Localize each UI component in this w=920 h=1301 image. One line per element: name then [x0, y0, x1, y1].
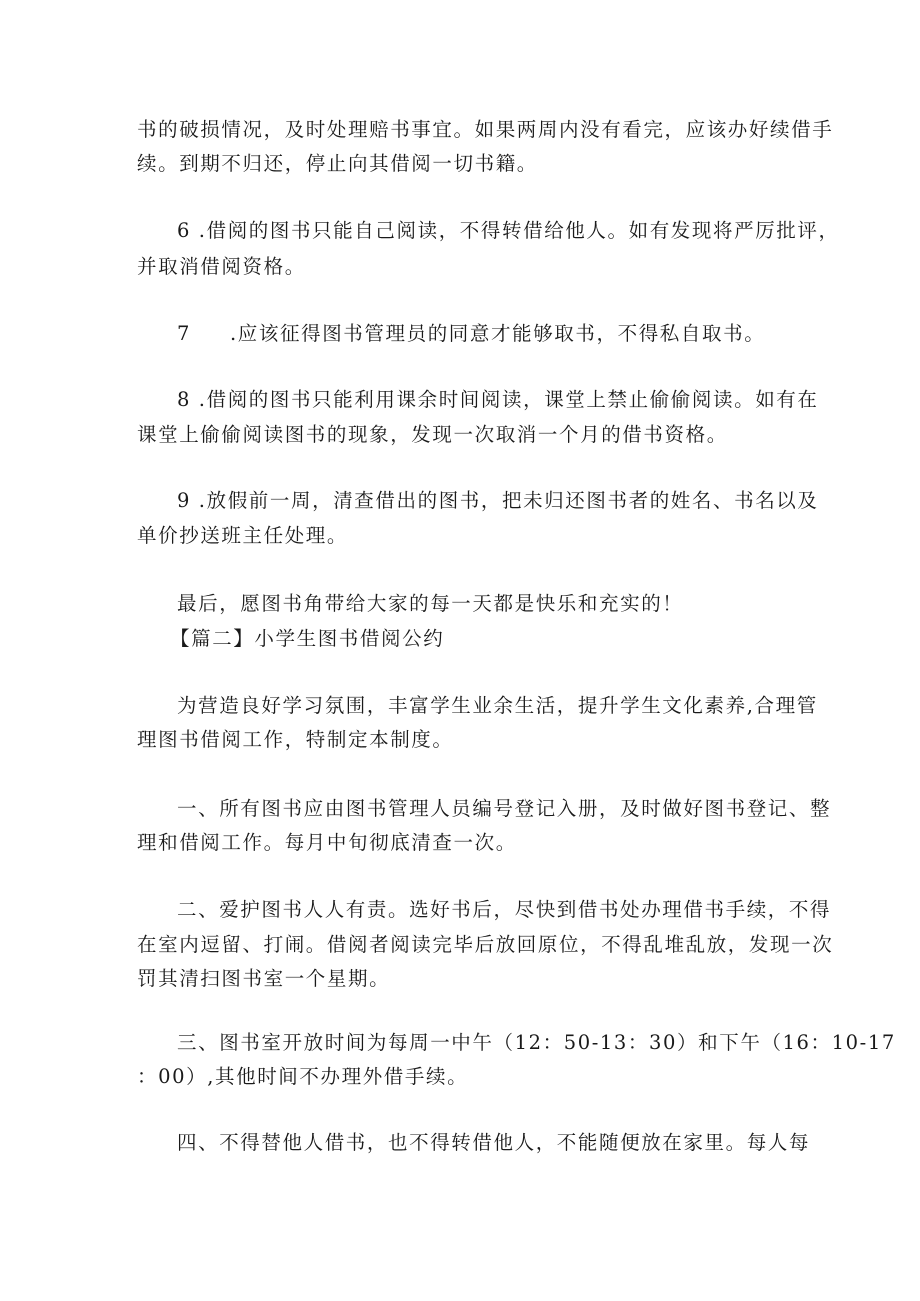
rule-7-line: 7 .应该征得图书管理员的同意才能够取书，不得私自取书。 [177, 322, 766, 345]
item-1-line: 理和借阅工作。每月中旬彻底清查一次。 [137, 831, 517, 854]
paragraph-line: 续。到期不归还，停止向其借阅一切书籍。 [137, 152, 538, 175]
item-4-line: 四、不得替他人借书，也不得转借他人，不能随便放在家里。每人每 [177, 1131, 811, 1154]
item-2-line: 罚其清扫图书室一个星期。 [137, 967, 391, 990]
item-3-line: ：00）,其他时间不办理外借手续。 [137, 1065, 469, 1088]
rule-9-line: 单价抄送班主任处理。 [137, 524, 349, 547]
item-3-line: 三、图书室开放时间为每周一中午（12：50-13：30）和下午（16：10-17 [177, 1031, 896, 1054]
rule-6-line: 6 .借阅的图书只能自己阅读，不得转借给他人。如有发现将严厉批评， [177, 219, 840, 242]
rule-8-line: 8 .借阅的图书只能利用课余时间阅读，课堂上禁止偷偷阅读。如有在 [177, 388, 819, 411]
rule-6-line: 并取消借阅资格。 [137, 255, 306, 278]
intro-line: 为营造良好学习氛围，丰富学生业余生活，提升学生文化素养,合理管 [177, 694, 818, 717]
item-2-line: 二、爱护图书人人有责。选好书后，尽快到借书处办理借书手续，不得 [177, 898, 832, 921]
rule-8-line: 课堂上偷偷阅读图书的现象，发现一次取消一个月的借书资格。 [137, 423, 728, 446]
paragraph-line: 书的破损情况，及时处理赔书事宜。如果两周内没有看完，应该办好续借手 [137, 118, 834, 141]
item-1-line: 一、所有图书应由图书管理人员编号登记入册，及时做好图书登记、整 [177, 797, 832, 820]
intro-line: 理图书借阅工作，特制定本制度。 [137, 728, 454, 751]
item-2-line: 在室内逗留、打闹。借阅者阅读完毕后放回原位，不得乱堆乱放，发现一次 [137, 933, 834, 956]
rule-9-line: 9 .放假前一周，清查借出的图书，把未归还图书者的姓名、书名以及 [177, 489, 819, 512]
section-heading: 【篇二】小学生图书借阅公约 [170, 627, 445, 650]
closing-line: 最后，愿图书角带给大家的每一天都是快乐和充实的！ [177, 592, 684, 615]
